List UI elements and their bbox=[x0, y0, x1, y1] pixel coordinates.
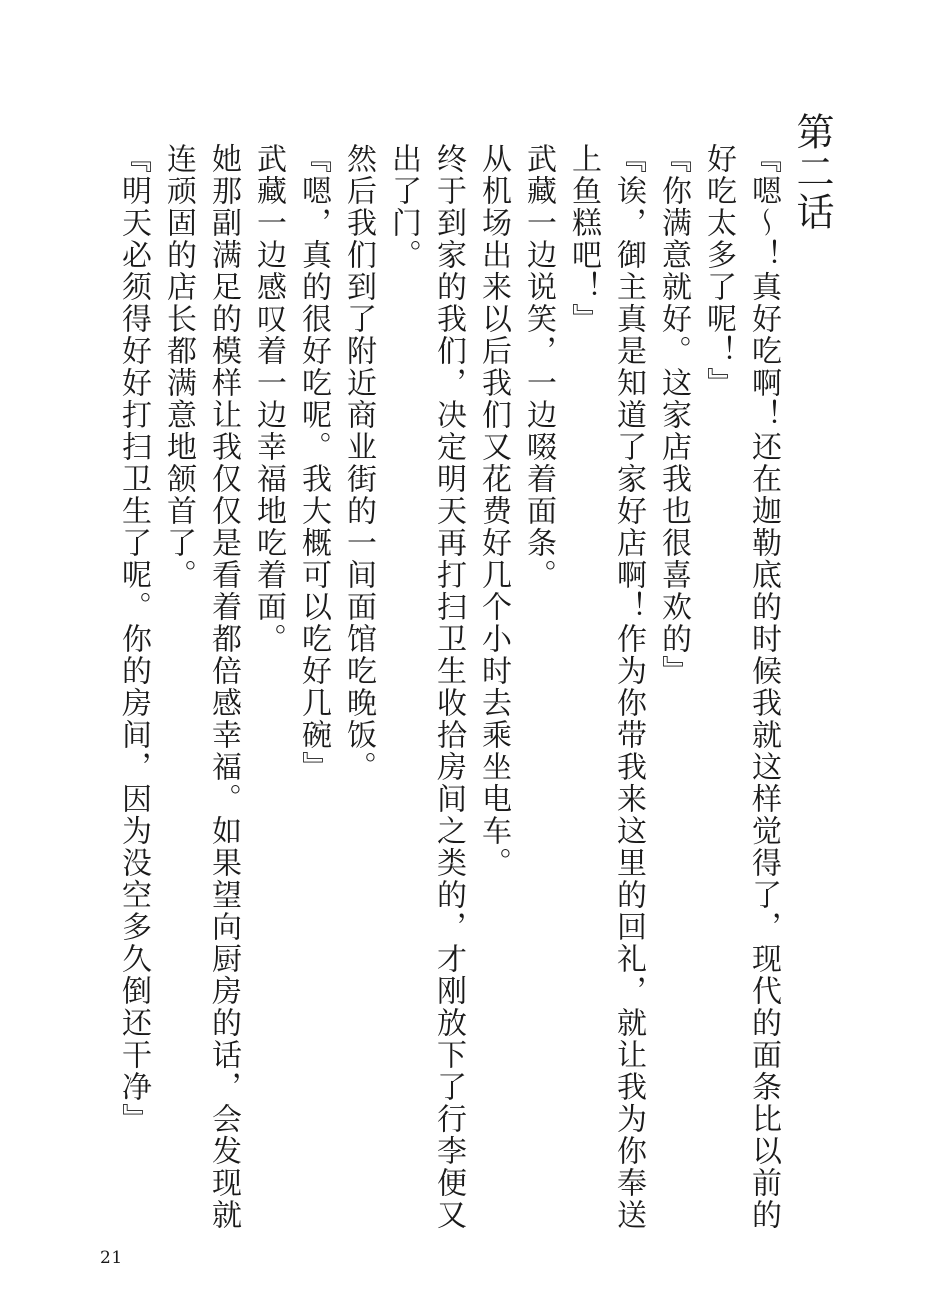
paragraph: 然后我们到了附近商业街的一间面馆吃晚饭。 bbox=[341, 143, 376, 783]
body-text bbox=[116, 143, 786, 1233]
chapter-title: 第二话 bbox=[790, 112, 834, 232]
paragraph: 武藏一边说笑，一边啜着面条。 bbox=[521, 143, 556, 591]
paragraph: 『嗯，真的很好吃呢。我大概可以吃好几碗』 bbox=[296, 143, 331, 783]
paragraph: 终于到家的我们，决定明天再打扫卫生收拾房间之类的，才刚放下了行李便又出了门。 bbox=[386, 143, 466, 1231]
paragraph: 『明天必须得好好打扫卫生了呢。你的房间，因为没空多久倒还干净』 bbox=[116, 143, 151, 1135]
paragraph: 她那副满足的模样让我仅仅是看着都倍感幸福。如果望向厨房的话，会发现就连顽固的店长都满意地颔首了。 bbox=[161, 143, 241, 1231]
paragraph: 从机场出来以后我们又花费好几个小时去乘坐电车。 bbox=[476, 143, 511, 879]
paragraph: 武藏一边感叹着一边幸福地吃着面。 bbox=[251, 143, 286, 655]
paragraph: 『嗯～！真好吃啊！还在迦勒底的时候我就这样觉得了，现代的面条比以前的好吃太多了呢！』 bbox=[701, 143, 781, 1231]
page-number: 21 bbox=[100, 1248, 123, 1268]
paragraph: 『你满意就好。这家店我也很喜欢的』 bbox=[656, 143, 691, 687]
paragraph: 『诶，御主真是知道了家好店啊！作为你带我来这里的回礼，就让我为你奉送上鱼糕吧！』 bbox=[566, 143, 646, 1231]
